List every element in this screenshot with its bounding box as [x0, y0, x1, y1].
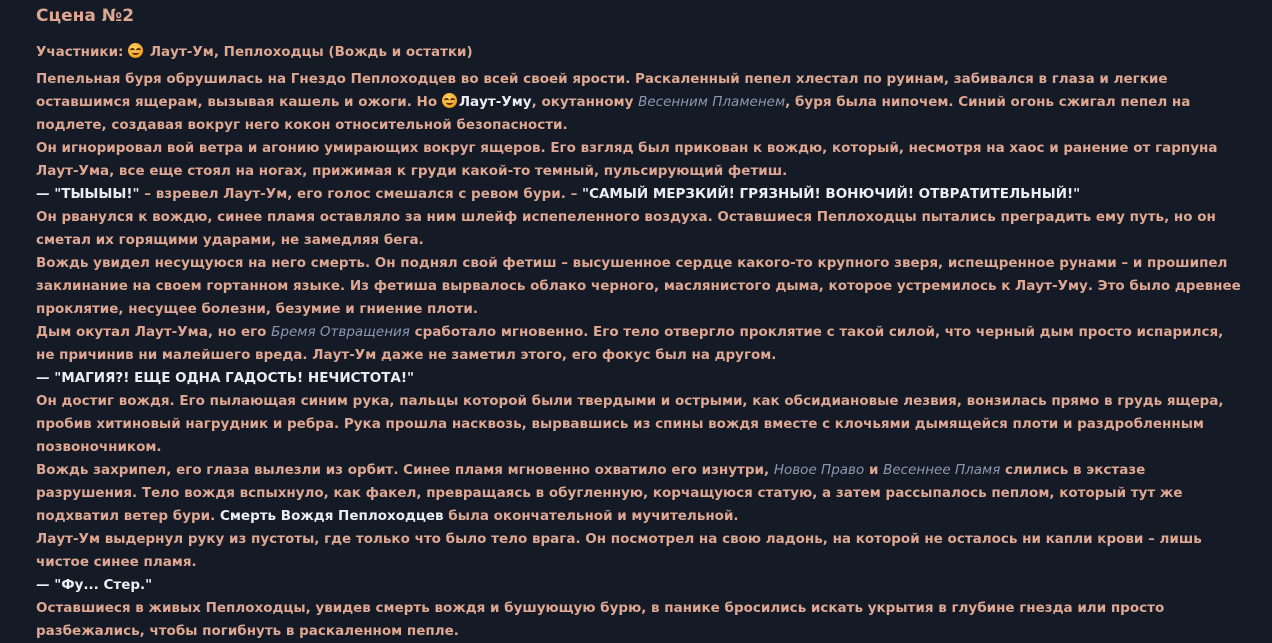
p9-text-a: Вождь захрипел, его глаза вылезли из орбит. Синее пламя мгновенно охватило его изнутри, [36, 462, 774, 478]
paragraph-3 [36, 183, 1242, 206]
paragraph-6 [36, 321, 1242, 367]
grimacing-face-icon [128, 43, 143, 58]
p9-text-b: и [864, 462, 884, 478]
paragraph-10: Лаут-Ум выдернул руку из пустоты, где только что было тело врага. Он посмотрел на свою ладонь, на которой не осталось ни капли крови – лишь чистое синее пламя. [36, 531, 1202, 570]
paragraph-1 [36, 68, 1242, 137]
p9-text-d: была окончательной и мучительной. [443, 508, 739, 524]
participants-label: Участники: [36, 44, 124, 60]
skill-spring-flame: Весенним Пламенем [638, 94, 786, 110]
p1-text-a: Пепельная буря обрушилась на Гнездо Пеплоходцев во всей своей ярости. Раскаленный пепел хлестал по руинам, забивался в глаза и легкие оставшимся ящерам, вызывая кашель и ожоги. Но [36, 71, 1168, 110]
shout-1: "ТЫЫЫЫ!" [54, 186, 140, 202]
paragraph-5: Вождь увидел несущуюся на него смерть. Он поднял свой фетиш – высушенное сердце какого-то крупного зверя, испещренное рунами – и прошипел заклинание на своем гортанном языке. Из фетиша вырвалось облако черного, маслянистого дыма, которое устремилось к Лаут-Уму. Это было древнее проклятие, несущее болезни, безумие и гниение плоти. [36, 255, 1241, 317]
p1-text-b: , окутанному [531, 94, 639, 110]
skill-new-right: Новое Право [773, 462, 865, 478]
paragraph-11: — "Фу... Стер." [36, 577, 153, 593]
p6-text-b: сработало мгновенно. Его тело отвергло проклятие с такой силой, что черный дым просто испарился, не причинив ни малейшего вреда. Лаут-Ум даже не заметил этого, его фокус был на другом. [36, 324, 1224, 363]
paragraph-2: Он игнорировал вой ветра и агонию умирающих вокруг ящеров. Его взгляд был прикован к вождю, который, несмотря на хаос и ранение от гарпуна Лаут-Ума, все еще стоял на ногах, прижимая к груди какой-то темный, пульсирующий фетиш. [36, 140, 1218, 179]
paragraph-9 [36, 459, 1242, 528]
dash: — [36, 186, 55, 202]
paragraph-7: — "МАГИЯ?! ЕЩЕ ОДНА ГАДОСТЬ! НЕЧИСТОТА!" [36, 370, 415, 386]
death-highlight: Смерть Вождя Пеплоходцев [219, 508, 444, 524]
participants-line [36, 42, 1242, 62]
skill-burden-disgust: Бремя Отвращения [271, 324, 410, 340]
shout-2: "САМЫЙ МЕРЗКИЙ! ГРЯЗНЫЙ! ВОНЮЧИЙ! ОТВРАТИТЕЛЬНЫЙ!" [582, 186, 1081, 202]
scene-title: Сцена №2 [36, 6, 135, 26]
p1-text-c: , буря была нипочем. Синий огонь сжигал пепел на подлете, создавая вокруг него кокон относительной безопасности. [36, 94, 1191, 133]
paragraph-8: Он достиг вождя. Его пылающая синим рука, пальцы которой были твердыми и острыми, как обсидиановые лезвия, вонзилась прямо в грудь ящера, пробив хитиновый нагрудник и ребра. Рука прошла насквозь, вырвавшись из спины вождя вместе с клочьями дымящейся плоти и раздробленным позвоночником. [36, 393, 1224, 455]
paragraph-12: Оставшиеся в живых Пеплоходцы, увидев смерть вождя и бушующую бурю, в панике бросились искать укрытия в глубине гнезда или просто разбежались, чтобы погибнуть в раскаленном пепле. [36, 600, 1165, 639]
grimacing-face-icon [442, 93, 457, 108]
participants-text: Лаут-Ум, Пеплоходцы (Вождь и остатки) [149, 44, 473, 60]
paragraph-4: Он рванулся к вождю, синее пламя оставляло за ним шлейф испепеленного воздуха. Оставшиеся Пеплоходцы пытались преградить ему путь, но он сметал их горящими ударами, не замедляя бега. [36, 209, 1216, 248]
skill-spring-flame-2: Весеннее Пламя [883, 462, 1001, 478]
p6-text-a: Дым окутал Лаут-Ума, но его [36, 324, 272, 340]
p3-text-b: – взревел Лаут-Ум, его голос смешался с ревом бури. – [139, 186, 583, 202]
character-name: Лаут-Уму [458, 94, 532, 110]
p9-text-c: слились в экстазе разрушения. Тело вождя вспыхнуло, как факел, превращаясь в обугленную, корчащуюся статую, а затем рассыпалось пеплом, который тут же подхватил ветер бури. [36, 462, 1183, 524]
